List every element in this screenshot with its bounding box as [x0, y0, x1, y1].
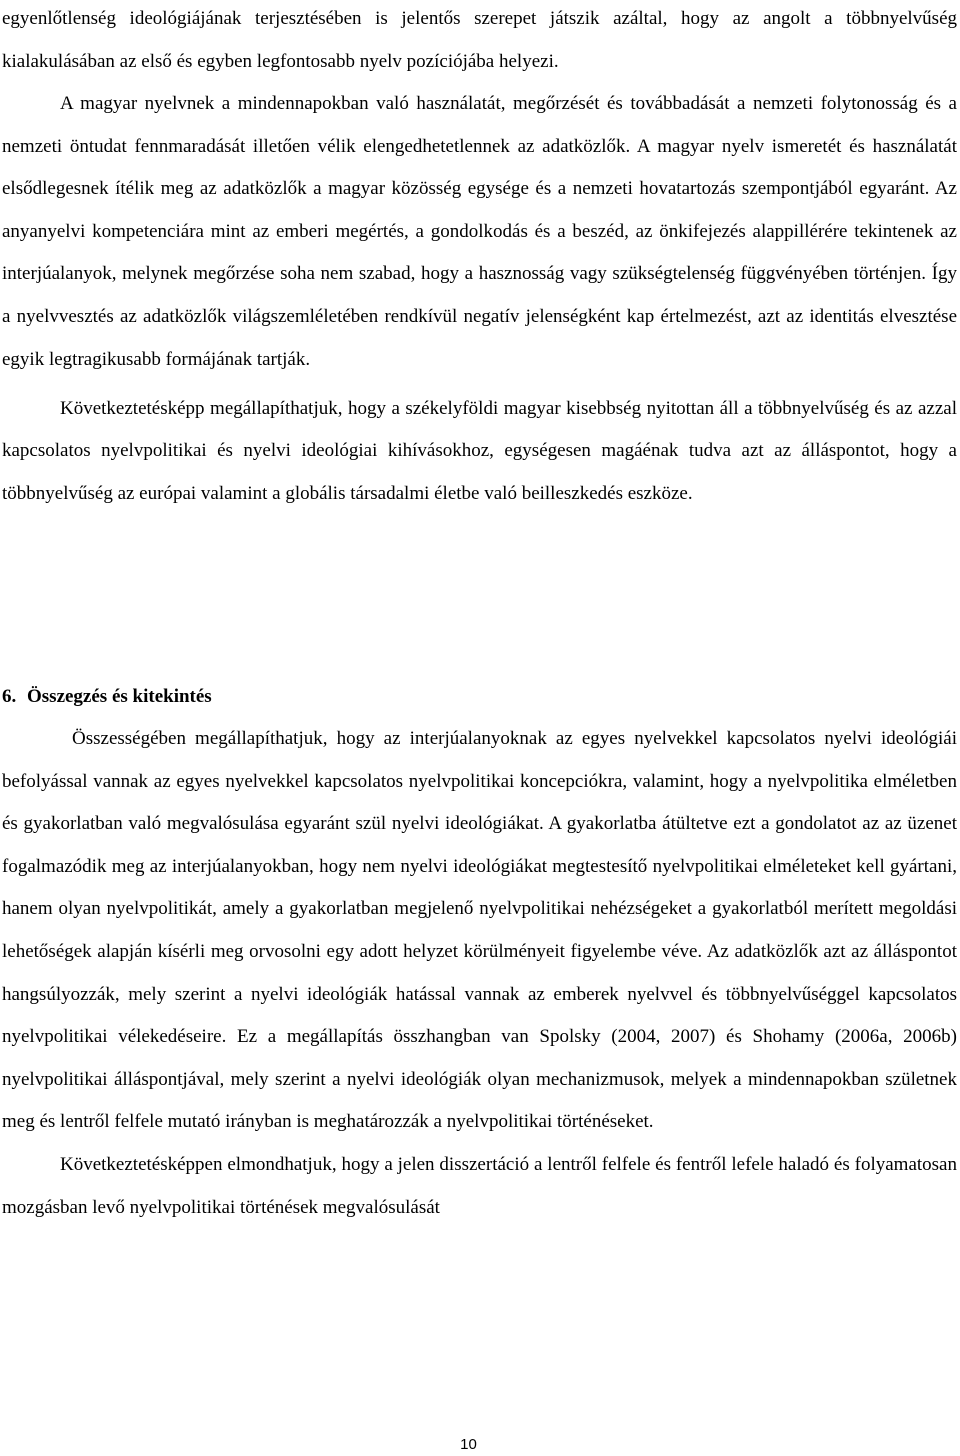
section-number: 6.: [2, 686, 17, 707]
section-title: Összegzés és kitekintés: [27, 686, 212, 707]
section-heading: [2, 684, 212, 710]
top-text-block: [2, 0, 957, 510]
section-body: [2, 718, 957, 1229]
section-paragraph-summary: Összességében megállapíthatjuk, hogy az interjúalanyoknak az egyes nyelvekkel kapcsolatos nyelvi ideológiái befolyással vannak az egyes nyelvekkel kapcsolatos nyelvpolitikai koncepciókra, valamint, hogy a nyelvpolitika elméletben és gyakorlatban való megvalósulása egyaránt szül nyelvi ideológiákat. A gyakorlatba átültetve ezt a gondolatot az az üzenet fogalmazódik meg az interjúalanyokban, hogy nem nyelvi ideológiákat megtestesítő nyelvpolitikai elméleteket kell gyártani, hanem olyan nyelvpolitikát, amely a gyakorlatban megjelenő nyelvpolitikai nehézségeket a gyakorlatból merített megoldási lehetőségek alapján kísérli meg orvosolni egy adott helyzet körülményeit figyelembe véve. Az adatközlők azt az álláspontot hangsúlyozzák, mely szerint a nyelvi ideológiák hatással vannak az emberek nyelvvel és többnyelvűséggel kapcsolatos nyelvpolitikai vélekedéseire. Ez a megállapítás összhangban van Spolsky (2004, 2007) és Shohamy (2006a, 2006b) nyelvpolitikai álláspontjával, mely szerint a nyelvi ideológiák olyan mechanizmusok, melyek a mindennapokban születnek meg és lentről felfele mutató irányban is meghatározzák a nyelvpolitikai történéseket.: [2, 728, 957, 1133]
paragraph-language-use: A magyar nyelvnek a mindennapokban való használatát, megőrzését és továbbadását a nemzeti folytonosság és a nemzeti öntudat fennmaradását illetően vélik elengedhetetlennek az adatközlők. A magyar nyelv ismeretét és használatát elsődlegesnek ítélik meg az adatközlők a magyar közösség egysége és a nemzeti hovatartozás szempontjából egyaránt. Az anyanyelvi kompetenciára mint az emberi megértés, a gondolkodás és a beszéd, az önkifejezés alappillérére tekintenek az interjúalanyok, melynek megőrzése soha nem szabad, hogy a hasznosság vagy szükségtelenség függvényében történjen. Így a nyelvvesztés az adatközlők világszemléletében rendkívül negatív jelenségként kap értelmezést, azt az identitás elvesztése egyik legtragikusabb formájának tartják.: [2, 93, 957, 370]
page-number: 10: [460, 1436, 477, 1453]
section-paragraph-final: Következtetésképpen elmondhatjuk, hogy a jelen disszertáció a lentről felfele és fentről lefele haladó és folyamatosan mozgásban levő nyelvpolitikai történések megvalósulását: [2, 1153, 957, 1218]
paragraph-continuation: egyenlőtlenség ideológiájának terjesztésében is jelentős szerepet játszik azáltal, hogy az angolt a többnyelvűség kialakulásában az első és egyben legfontosabb nyelv pozíciójába helyezi.: [2, 8, 957, 72]
paragraph-conclusion: Következtetésképp megállapíthatjuk, hogy a székelyföldi magyar kisebbség nyitottan áll a többnyelvűség és az azzal kapcsolatos nyelvpolitikai és nyelvi ideológiai kihívásokhoz, egységesen magáénak tudva azt az álláspontot, hogy a többnyelvűség az európai valamint a globális társadalmi életbe való beilleszkedés eszköze.: [2, 398, 957, 504]
